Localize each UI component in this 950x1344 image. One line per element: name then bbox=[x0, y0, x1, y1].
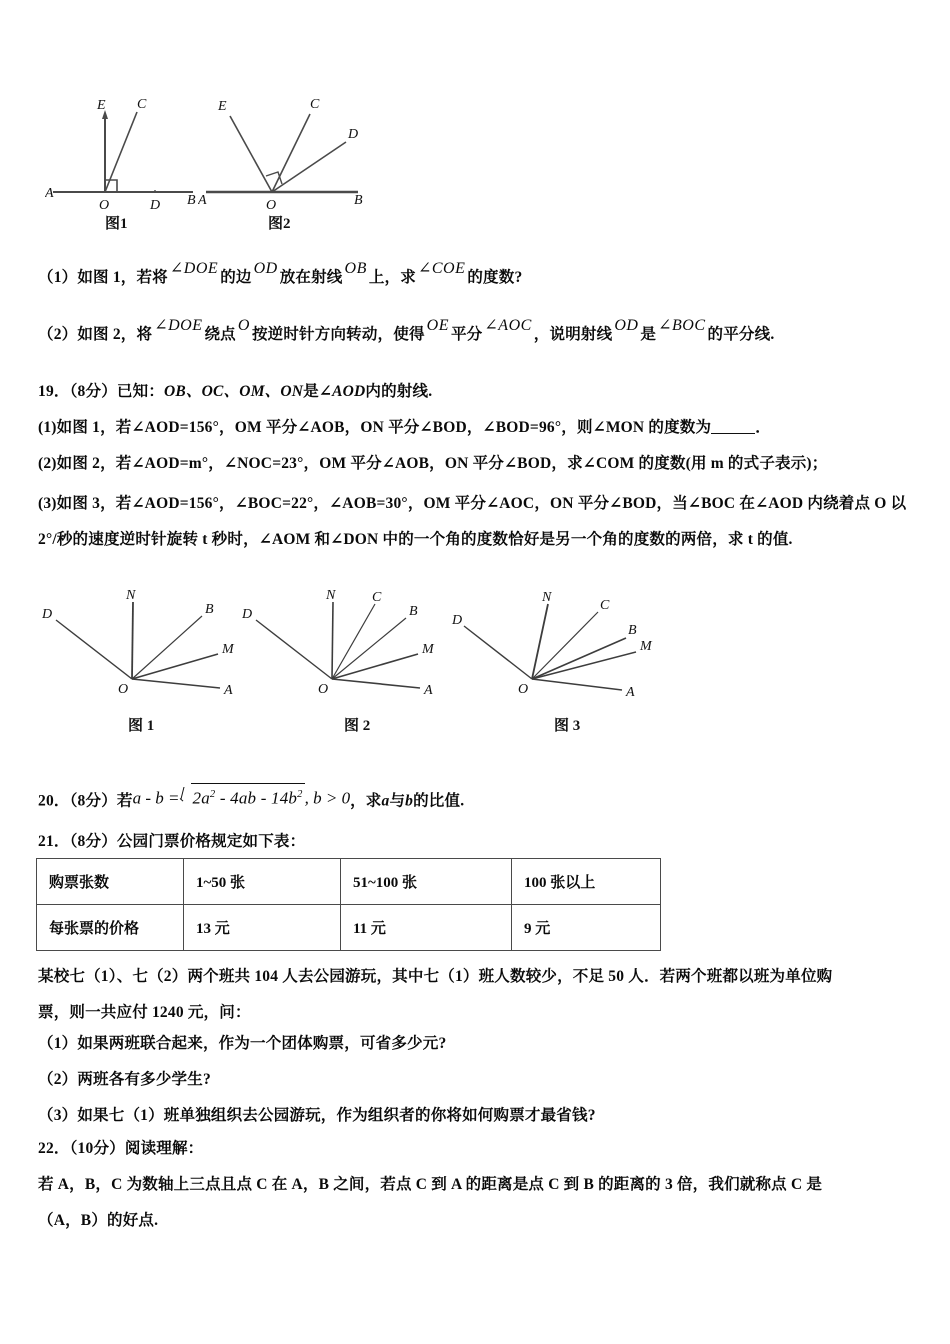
table-row-header: 购票张数 bbox=[37, 859, 184, 905]
svg-text:E: E bbox=[97, 98, 106, 113]
q21-sub3: （3）如果七（1）班单独组织去公园游玩，作为组织者的你将如何购票才最省钱? bbox=[38, 1107, 596, 1124]
q19-score: （8分） bbox=[69, 383, 117, 400]
table-cell: 51~100 张 bbox=[341, 859, 512, 905]
figure-mid-2 bbox=[242, 586, 457, 701]
table-cell: 9 元 bbox=[512, 905, 661, 951]
svg-text:A: A bbox=[198, 193, 207, 208]
q18-part2-t2: 按逆时针方向转动，使得 bbox=[251, 326, 425, 343]
q19-rays: OB、OC、OM、ON bbox=[164, 383, 304, 400]
table-row bbox=[37, 859, 661, 905]
q20-eq-cond: , b > 0 bbox=[304, 788, 351, 808]
q19-part1 bbox=[38, 418, 771, 438]
q19-part3: (3)如图 3，若∠AOD=156°，∠BOC=22°，∠AOB=30°，OM 平分∠AOC，ON 平分∠BOD，当∠BOC 在∠AOD 内绕着点 O 以 2°/秒的速度逆时针旋转 t 秒时，∠AOM 和∠DON 中的一个角的度数恰好是另一个角的度数的两倍，求 t 的值. bbox=[38, 495, 907, 548]
q20-tail1: ，求 bbox=[350, 792, 382, 810]
q20-radicand-sup1: 2 bbox=[209, 789, 216, 800]
q18-part1-t1: 的边 bbox=[220, 269, 252, 286]
q18-part2-t3: 平分 bbox=[450, 326, 483, 343]
figure-mid-2-label: 图 2 bbox=[344, 718, 371, 734]
q18-part2-math2: O bbox=[237, 317, 250, 334]
figure-2-top bbox=[198, 92, 378, 212]
q18-part1-t3: 上，求 bbox=[368, 269, 416, 286]
svg-text:B: B bbox=[628, 623, 637, 638]
svg-text:A: A bbox=[224, 683, 233, 698]
svg-text:M: M bbox=[640, 639, 652, 654]
q18-part2-math4: ∠AOC bbox=[484, 317, 532, 334]
q19-number: 19． bbox=[38, 383, 70, 400]
q21-body-line2: 票，则一共应付 1240 元，问： bbox=[38, 1004, 251, 1021]
q20-number: 20． bbox=[38, 792, 70, 810]
table-cell: 100 张以上 bbox=[512, 859, 661, 905]
svg-text:C: C bbox=[137, 97, 147, 112]
q20-eq-lhs: a - b = bbox=[132, 788, 180, 808]
q22-score: （10分） bbox=[69, 1140, 125, 1157]
q20-equation bbox=[133, 783, 350, 809]
q19-tail-a: 是∠ bbox=[303, 383, 333, 400]
q18-part2-t5: 是 bbox=[640, 326, 657, 343]
svg-text:O: O bbox=[99, 198, 110, 212]
q20-radicand-a: 2a bbox=[192, 788, 210, 808]
q18-part2-t1: 绕点 bbox=[204, 326, 236, 343]
svg-text:D: D bbox=[150, 198, 161, 212]
svg-text:B: B bbox=[205, 602, 214, 617]
svg-text:D: D bbox=[242, 607, 253, 622]
q18-part2-math6: ∠BOC bbox=[658, 317, 706, 334]
q19-part1-end: ． bbox=[755, 419, 771, 436]
svg-text:B: B bbox=[409, 604, 418, 619]
q18-part1-math2: OD bbox=[253, 260, 278, 277]
svg-text:E: E bbox=[218, 99, 227, 114]
q18-part1-math3: OB bbox=[344, 260, 367, 277]
table-cell: 11 元 bbox=[341, 905, 512, 951]
svg-text:N: N bbox=[542, 590, 552, 605]
q18-part2-t4: ，说明射线 bbox=[533, 326, 613, 343]
svg-text:D: D bbox=[42, 607, 53, 622]
q19-part1-text: (1)如图 1，若∠AOD=156°，OM 平分∠AOB，ON 平分∠BOD，∠BOD=96°，则∠MON 的度数为 bbox=[38, 419, 712, 436]
q19-lead: 已知： bbox=[116, 383, 165, 400]
q20-radicand-sup2: 2 bbox=[297, 789, 303, 800]
q21-body-line1: 某校七（1）、七（2）两个班共 104 人去公园游玩，其中七（1）班人数较少，不足 50 人．若两个班都以班为单位购 bbox=[38, 968, 833, 985]
q19-part1-answer-blank[interactable] bbox=[711, 433, 755, 434]
svg-text:C: C bbox=[600, 598, 610, 613]
svg-text:O: O bbox=[518, 682, 529, 697]
q20-line bbox=[38, 785, 464, 812]
q21-number: 21． bbox=[38, 833, 70, 850]
q18-part2-t6: 的平分线. bbox=[707, 326, 775, 343]
q18-part1 bbox=[38, 260, 523, 288]
svg-text:C: C bbox=[310, 97, 320, 112]
figure-mid-1 bbox=[42, 586, 257, 701]
q20-tail3: 的比值. bbox=[413, 792, 465, 810]
q18-part2 bbox=[38, 317, 775, 345]
q19-angle: AOD bbox=[332, 383, 366, 400]
figure-mid-3 bbox=[450, 586, 665, 701]
table-cell: 13 元 bbox=[184, 905, 341, 951]
table-row-header: 每张票的价格 bbox=[37, 905, 184, 951]
q18-part1-math4: ∠COE bbox=[417, 260, 466, 277]
q20-lead: 若 bbox=[116, 792, 133, 810]
q18-part1-t2: 放在射线 bbox=[279, 269, 343, 286]
q18-part1-t4: 的度数? bbox=[467, 269, 523, 286]
figure-mid-3-label: 图 3 bbox=[554, 718, 581, 734]
figure-2-top-label: 图2 bbox=[268, 216, 291, 232]
figure-1-top-label: 图1 bbox=[105, 216, 128, 232]
svg-text:D: D bbox=[452, 613, 463, 628]
q20-radicand bbox=[191, 783, 305, 809]
svg-text:D: D bbox=[348, 127, 359, 142]
q21-sub2: （2）两班各有多少学生? bbox=[38, 1071, 211, 1088]
q18-part2-prefix: （2）如图 2，将 bbox=[38, 326, 153, 343]
q22-number: 22． bbox=[38, 1140, 70, 1157]
q19-stem bbox=[38, 382, 432, 402]
q21-sub1: （1）如果两班联合起来，作为一个团体购票，可省多少元? bbox=[38, 1035, 447, 1052]
svg-text:A: A bbox=[45, 186, 54, 201]
q18-part2-math1: ∠DOE bbox=[154, 317, 203, 334]
q20-tail2: 与 bbox=[389, 792, 406, 810]
radical-sign-icon bbox=[180, 783, 305, 809]
svg-text:M: M bbox=[422, 642, 434, 657]
figure-mid-1-label: 图 1 bbox=[128, 718, 155, 734]
q22-title-line bbox=[38, 1139, 203, 1159]
svg-text:O: O bbox=[118, 682, 129, 697]
q20-var-a: a bbox=[381, 792, 390, 810]
table-cell: 1~50 张 bbox=[184, 859, 341, 905]
svg-text:B: B bbox=[354, 193, 363, 208]
svg-text:N: N bbox=[126, 588, 136, 603]
q20-var-b: b bbox=[405, 792, 414, 810]
svg-text:O: O bbox=[318, 682, 329, 697]
q22-line2: （A，B）的好点. bbox=[38, 1212, 159, 1229]
q18-part1-math1: ∠DOE bbox=[169, 260, 219, 277]
q20-radicand-mid: - 4ab - 14b bbox=[215, 788, 298, 808]
q18-part1-prefix: （1）如图 1，若将 bbox=[38, 269, 168, 286]
svg-text:C: C bbox=[372, 590, 382, 605]
q22-line1: 若 A，B，C 为数轴上三点且点 C 在 A，B 之间，若点 C 到 A 的距离是点 C 到 B 的距离的 3 倍，我们就称点 C 是 bbox=[38, 1176, 823, 1193]
svg-text:O: O bbox=[266, 198, 277, 212]
table-row bbox=[37, 905, 661, 951]
q18-part2-math3: OE bbox=[426, 317, 449, 334]
q19-tail-b: 内的射线. bbox=[365, 383, 433, 400]
svg-text:B: B bbox=[187, 193, 196, 208]
q19-part2: (2)如图 2，若∠AOD=m°，∠NOC=23°，OM 平分∠AOB，ON 平分∠BOD，求∠COM 的度数(用 m 的式子表示)； bbox=[38, 455, 828, 472]
q21-title-line bbox=[38, 832, 305, 852]
svg-text:A: A bbox=[424, 683, 433, 698]
q22-title: 阅读理解： bbox=[124, 1140, 204, 1157]
figure-1-top bbox=[45, 92, 205, 212]
svg-text:A: A bbox=[626, 685, 635, 700]
q21-score: （8分） bbox=[69, 833, 117, 850]
q21-title: 公园门票价格规定如下表： bbox=[116, 833, 306, 850]
ticket-price-table bbox=[36, 858, 661, 951]
svg-text:N: N bbox=[326, 588, 336, 603]
q20-score: （8分） bbox=[69, 792, 117, 810]
q18-part2-math5: OD bbox=[614, 317, 639, 334]
svg-text:M: M bbox=[222, 642, 234, 657]
